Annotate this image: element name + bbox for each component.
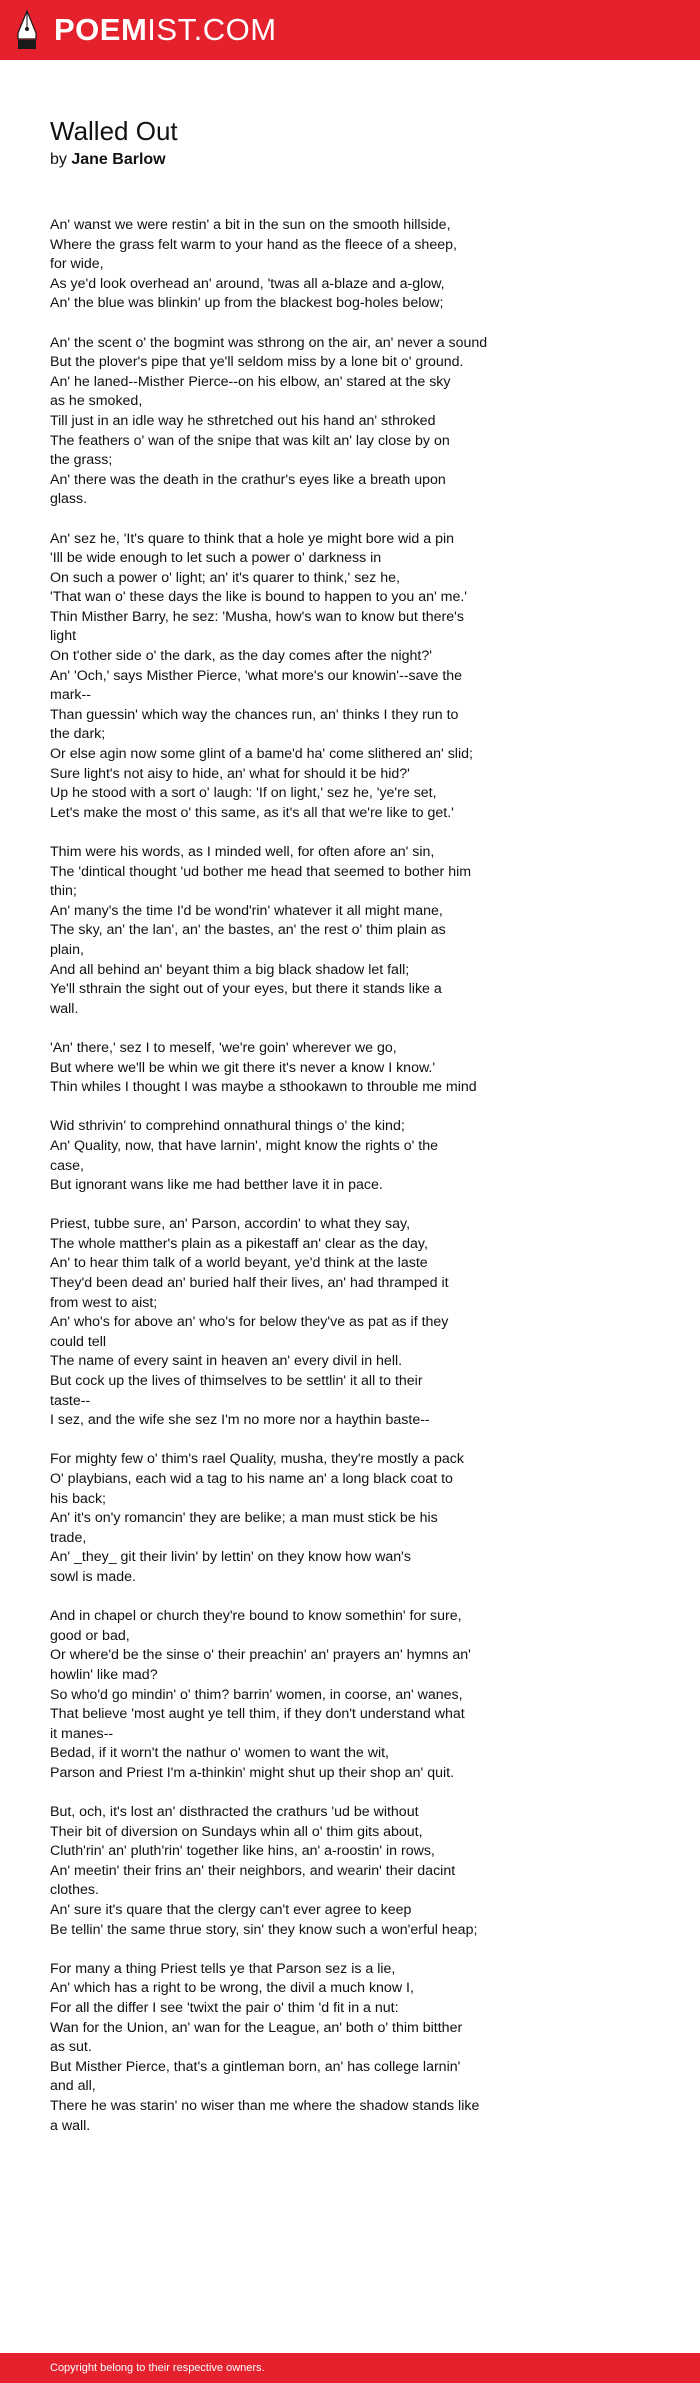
poem-line: Or else agin now some glint of a bame'd ha' come slithered an' slid; <box>50 746 473 763</box>
stanza <box>50 843 550 1019</box>
poem-line: the dark; <box>50 726 106 743</box>
poem-heading <box>50 116 178 170</box>
poem-line: The sky, an' the lan', an' the bastes, an' the rest o' thim plain as <box>50 922 446 939</box>
poem-line: it manes-- <box>50 1725 114 1742</box>
poem-line: Thim were his words, as I minded well, for often afore an' sin, <box>50 844 435 860</box>
poem-line: mark-- <box>50 687 91 704</box>
poem-line: case, <box>50 1157 84 1174</box>
logo-text <box>54 9 277 51</box>
poem-line: taste-- <box>50 1392 91 1409</box>
poem-line: Bedad, if it worn't the nathur o' women to want the wit, <box>50 1745 390 1762</box>
poem-line: An' who's for above an' who's for below they've as pat as if they <box>50 1314 449 1331</box>
poem-line: 'Ill be wide enough to let such a power o' darkness in <box>50 550 382 567</box>
logo-text-bold: POEM <box>54 12 148 47</box>
poem-line: An' it's on'y romancin' they are belike; a man must stick be his <box>50 1510 438 1527</box>
poem-line: But where we'll be whin we git there it's never a know I know.' <box>50 1059 436 1076</box>
poem-line: The name of every saint in heaven an' every divil in hell. <box>50 1353 403 1370</box>
poem-line: glass. <box>50 491 88 508</box>
stanza <box>50 1450 550 1587</box>
poem-line: Priest, tubbe sure, an' Parson, accordin' to what they say, <box>50 1216 411 1233</box>
poem-body <box>50 216 550 2156</box>
poem-line: An' 'Och,' says Misther Pierce, 'what more's our knowin'--save the <box>50 667 463 684</box>
poem-line: Wan for the Union, an' wan for the League, an' both o' thim bitther <box>50 2019 463 2036</box>
copyright-notice: Copyright belong to their respective owners. <box>50 2362 265 2374</box>
stanza <box>50 1117 550 1195</box>
poem-line: Be tellin' the same thrue story, sin' they know such a won'erful heap; <box>50 1921 478 1938</box>
poem-line: thin; <box>50 883 77 900</box>
poem-line: So who'd go mindin' o' thim? barrin' women, in coorse, an' wanes, <box>50 1686 463 1703</box>
stanza <box>50 1960 550 2136</box>
poem-line: trade, <box>50 1529 87 1546</box>
poem-line: An' sez he, 'It's quare to think that a hole ye might bore wid a pin <box>50 530 455 547</box>
poem-line: And in chapel or church they're bound to know somethin' for sure, <box>50 1608 462 1625</box>
stanza <box>50 1607 550 1783</box>
poem-line: But cock up the lives of thimselves to be settlin' it all to their <box>50 1373 423 1390</box>
poem-line: For all the differ I see 'twixt the pair o' thim 'd fit in a nut: <box>50 2000 399 2017</box>
poem-line: Thin Misther Barry, he sez: 'Musha, how's wan to know but there's <box>50 608 464 625</box>
logo-text-thin: IST.COM <box>147 12 277 47</box>
poem-line: But the plover's pipe that ye'll seldom miss by a lone bit o' ground. <box>50 354 464 371</box>
poem-line: There he was starin' no wiser than me where the shadow stands like <box>50 2098 480 2114</box>
poem-line: Sure light's not aisy to hide, an' what for should it be hid?' <box>50 765 410 782</box>
stanza <box>50 334 550 510</box>
poem-line: Cluth'rin' an' pluth'rin' together like hins, an' a-roostin' in rows, <box>50 1843 435 1860</box>
poem-line: An' meetin' their frins an' their neighbors, and wearin' their dacint <box>50 1862 456 1879</box>
stanza <box>50 1039 550 1098</box>
poem-line: The whole matther's plain as a pikestaff an' clear as the day, <box>50 1235 428 1252</box>
stanza <box>50 216 550 314</box>
footer-bar <box>0 2353 700 2383</box>
poem-line: I sez, and the wife she sez I'm no more nor a haythin baste-- <box>50 1412 430 1429</box>
poem-line: An' to hear thim talk of a world beyant, ye'd think at the laste <box>50 1255 428 1272</box>
poem-line: An' the blue was blinkin' up from the blackest bog-holes below; <box>50 295 444 312</box>
poem-line: An' he laned--Misther Pierce--on his elbow, an' stared at the sky <box>50 373 451 390</box>
poem-line: But ignorant wans like me had betther lave it in pace. <box>50 1177 383 1194</box>
poem-line: Up he stood with a sort o' laugh: 'If on light,' sez he, 'ye're set, <box>50 785 437 802</box>
byline <box>50 150 178 170</box>
poem-line: a wall. <box>50 2117 91 2134</box>
poem-line: Where the grass felt warm to your hand as the fleece of a sheep, <box>50 236 457 253</box>
poem-line: Let's make the most o' this same, as it's all that we're like to get.' <box>50 804 454 821</box>
poem-line: his back; <box>50 1490 106 1507</box>
poem-line: Till just in an idle way he sthretched out his hand an' sthroked <box>50 412 436 429</box>
poem-line: the grass; <box>50 452 113 469</box>
poem-line: sowl is made. <box>50 1568 136 1585</box>
poem-line: The 'dintical thought 'ud bother me head that seemed to bother him <box>50 863 472 880</box>
poem-line: An' which has a right to be wrong, the divil a much know I, <box>50 1980 414 1997</box>
poem-line: for wide, <box>50 256 104 273</box>
poem-line: as sut. <box>50 2039 92 2056</box>
poem-line: On t'other side o' the dark, as the day comes after the night?' <box>50 648 432 665</box>
poem-line: An' many's the time I'd be wond'rin' whatever it all might mane, <box>50 902 443 919</box>
poem-line: That believe 'most aught ye tell thim, if they don't understand what <box>50 1706 465 1723</box>
poem-title: Walled Out <box>50 116 178 146</box>
poem-line: light <box>50 628 77 645</box>
pen-nib-icon <box>14 9 40 51</box>
poem-line: could tell <box>50 1333 106 1350</box>
stanza <box>50 1803 550 1940</box>
poem-line: They'd been dead an' buried half their lives, an' had thramped it <box>50 1275 449 1292</box>
poem-line: and all, <box>50 2078 96 2095</box>
poem-line: Or where'd be the sinse o' their preachin' an' prayers an' hymns an' <box>50 1647 471 1664</box>
poem-line: And all behind an' beyant thim a big black shadow let fall; <box>50 961 410 978</box>
top-bar <box>0 0 700 60</box>
poem-line: 'An' there,' sez I to meself, 'we're goin' wherever we go, <box>50 1039 397 1056</box>
poem-line: An' _they_ git their livin' by lettin' on they know how wan's <box>50 1549 411 1566</box>
author-name[interactable]: Jane Barlow <box>71 151 166 168</box>
poem-line: howlin' like mad? <box>50 1666 158 1683</box>
poem-line: An' wanst we were restin' a bit in the sun on the smooth hillside, <box>50 217 451 233</box>
poem-line: Parson and Priest I'm a-thinkin' might shut up their shop an' quit. <box>50 1764 455 1781</box>
poem-line: Their bit of diversion on Sundays whin all o' thim gits about, <box>50 1823 423 1840</box>
poem-line: O' playbians, each wid a tag to his name an' a long black coat to <box>50 1471 453 1487</box>
stanza <box>50 530 550 824</box>
poem-line: plain, <box>50 941 84 958</box>
poem-line: But Misther Pierce, that's a gintleman born, an' has college larnin' <box>50 2058 461 2075</box>
poem-line: Wid sthrivin' to comprehind onnathural things o' the kind; <box>50 1118 405 1135</box>
stanza <box>50 1215 550 1431</box>
site-logo[interactable] <box>14 9 277 51</box>
poem-line: from west to aist; <box>50 1294 158 1311</box>
poem-line: as he smoked, <box>50 393 143 410</box>
poem-line: For mighty few o' thim's rael Quality, musha, they're mostly a pack <box>50 1451 464 1468</box>
poem-line: The feathers o' wan of the snipe that was kilt an' lay close by on <box>50 432 450 449</box>
poem-line: An' Quality, now, that have larnin', might know the rights o' the <box>50 1137 438 1154</box>
poem-line: An' sure it's quare that the clergy can't ever agree to keep <box>50 1902 412 1919</box>
poem-line: But, och, it's lost an' disthracted the crathurs 'ud be without <box>50 1804 419 1821</box>
poem-line: For many a thing Priest tells ye that Parson sez is a lie, <box>50 1960 396 1977</box>
poem-line: clothes. <box>50 1882 99 1899</box>
poem-line: Thin whiles I thought I was maybe a sthookawn to throuble me mind <box>50 1079 477 1096</box>
poem-line: Than guessin' which way the chances run, an' thinks I they run to <box>50 706 459 723</box>
poem-line: An' there was the death in the crathur's eyes like a breath upon <box>50 471 446 488</box>
poem-line: On such a power o' light; an' it's quarer to think,' sez he, <box>50 569 400 586</box>
poem-line: Ye'll sthrain the sight out of your eyes, but there it stands like a <box>50 981 442 998</box>
poem-line: good or bad, <box>50 1627 130 1644</box>
poem-line: An' the scent o' the bogmint was sthrong on the air, an' never a sound <box>50 334 488 351</box>
poem-line: wall. <box>50 1000 79 1017</box>
poem-line: As ye'd look overhead an' around, 'twas all a-blaze and a-glow, <box>50 275 445 292</box>
by-label: by <box>50 151 67 168</box>
poem-line: 'That wan o' these days the like is bound to happen to you an' me.' <box>50 589 468 606</box>
